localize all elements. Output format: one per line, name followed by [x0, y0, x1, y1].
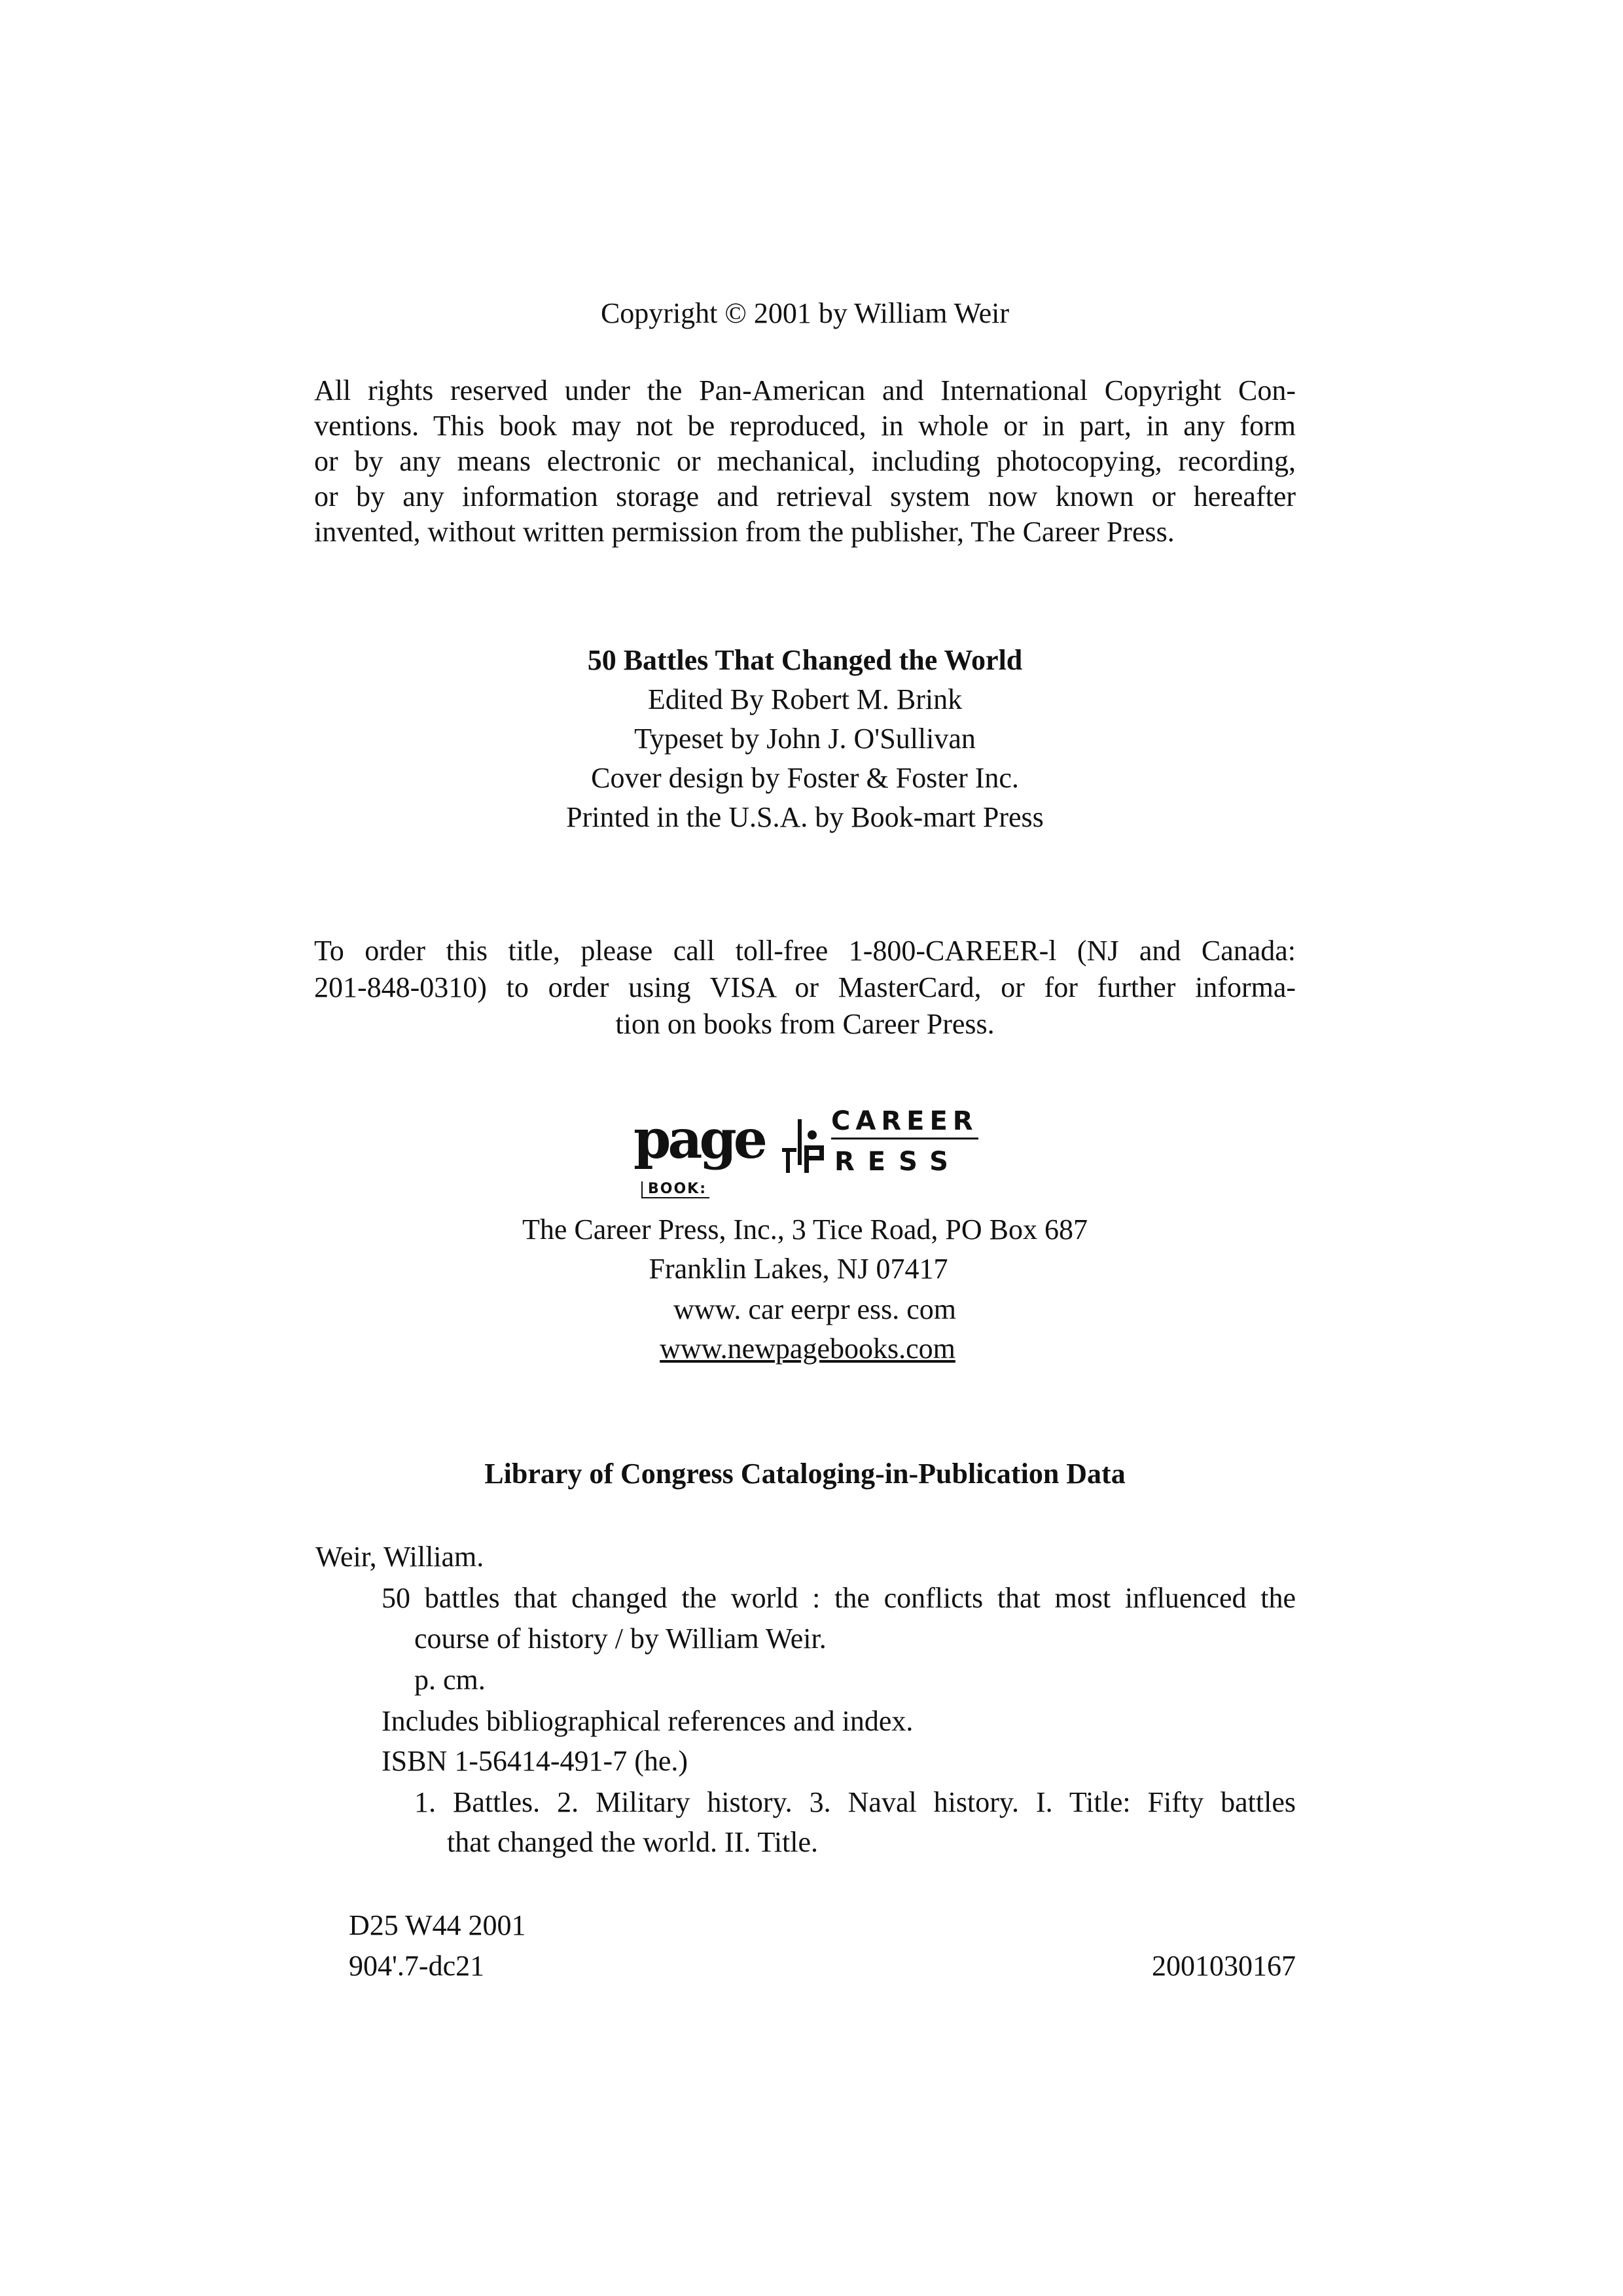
publisher-address-line2: Franklin Lakes, NJ 07417 — [649, 1253, 948, 1285]
printer-credit: Printed in the U.S.A. by Book-mart Press — [566, 801, 1044, 833]
cip-title-line2: course of history / by William Weir. — [414, 1623, 827, 1655]
career-press-mark-icon — [782, 1119, 828, 1175]
cip-author: Weir, William. — [315, 1541, 484, 1573]
rights-line: ventions. This book may not be reproduced, in whole or in part, in any form — [314, 410, 1296, 442]
rights-line: or by any means electronic or mechanical, including photocopying, recording, — [314, 445, 1296, 477]
new-page-logo-word: page — [633, 1108, 764, 1171]
order-line: 201-848-0310) to order using VISA or MasterCard, or for further informa- — [314, 971, 1296, 1003]
new-page-books-website-link[interactable]: www.newpagebooks.com — [660, 1333, 955, 1365]
cip-subjects-line1: 1. Battles. 2. Military history. 3. Naval history. I. Title: Fifty battles — [414, 1786, 1296, 1818]
career-press-logo-top: CAREER — [831, 1106, 978, 1139]
order-line: To order this title, please call toll-free 1-800-CAREER-l (NJ and Canada: — [314, 935, 1296, 967]
cip-title-line1: 50 battles that changed the world : the conflicts that most influenced the — [382, 1582, 1296, 1614]
career-press-website: www. car eerpr ess. com — [673, 1293, 957, 1325]
cip-isbn: ISBN 1-56414-491-7 (he.) — [382, 1745, 688, 1777]
credits-block — [314, 643, 1296, 839]
rights-line: or by any information storage and retrieval system now known or hereafter — [314, 480, 1296, 512]
rights-line: All rights reserved under the Pan-American and International Copyright Con- — [314, 374, 1296, 406]
publisher-address-line1: The Career Press, Inc., 3 Tice Road, PO Box 687 — [522, 1213, 1088, 1246]
cip-subjects-line2: that changed the world. II. Title. — [447, 1826, 819, 1858]
typesetter-credit: Typeset by John J. O'Sullivan — [634, 723, 976, 755]
order-line: tion on books from Career Press. — [615, 1008, 995, 1040]
cover-design-credit: Cover design by Foster & Foster Inc. — [591, 762, 1019, 794]
cip-pcm: p. cm. — [414, 1664, 486, 1696]
career-press-logo-bottom: RESS — [834, 1147, 961, 1177]
book-title: 50 Battles That Changed the World — [587, 644, 1023, 676]
order-paragraph — [314, 933, 1296, 1043]
copyright-line: Copyright © 2001 by William Weir — [600, 297, 1010, 329]
cip-includes: Includes bibliographical references and index. — [382, 1705, 914, 1737]
cip-dewey-number: 904'.7-dc21 — [349, 1950, 485, 1982]
editor-credit: Edited By Robert M. Brink — [647, 683, 963, 715]
cip-class-number: D25 W44 2001 — [349, 1909, 526, 1941]
cip-heading: Library of Congress Cataloging-in-Publication Data — [484, 1458, 1126, 1490]
cip-lccn: 2001030167 — [1152, 1950, 1296, 1982]
new-page-logo-sub: BOOK: — [641, 1181, 709, 1198]
rights-line: invented, without written permission from the publisher, The Career Press. — [314, 516, 1175, 548]
rights-paragraph — [314, 373, 1296, 550]
